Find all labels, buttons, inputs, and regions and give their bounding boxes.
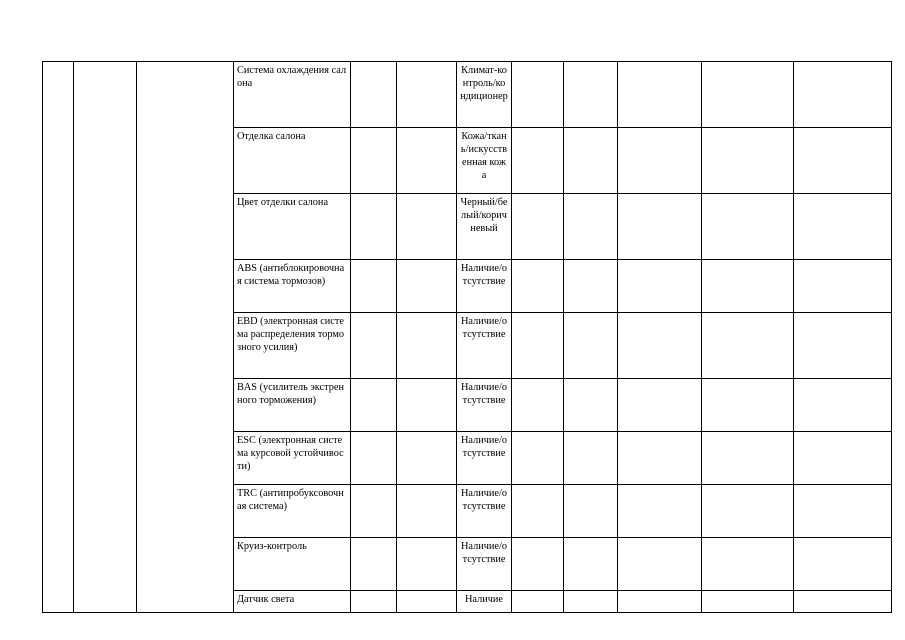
table-row [43,62,892,128]
empty-cell [618,194,702,260]
empty-cell [794,538,892,591]
specification-table-page [42,61,892,613]
empty-cell [794,485,892,538]
empty-cell [794,128,892,194]
empty-cell [794,62,892,128]
empty-cell [351,432,397,485]
option-cell: Наличие/отсутствие [457,379,512,432]
empty-cell [397,128,457,194]
empty-cell [564,485,618,538]
empty-cell [397,432,457,485]
empty-cell [702,432,794,485]
empty-cell [351,485,397,538]
empty-cell [702,379,794,432]
feature-cell: ESC (электронная система курсовой устойчивости) [234,432,351,485]
option-cell: Климат-контроль/кондиционер [457,62,512,128]
feature-cell: Отделка салона [234,128,351,194]
empty-cell [618,591,702,613]
empty-cell [702,591,794,613]
empty-cell [702,128,794,194]
empty-cell [564,62,618,128]
empty-cell [397,62,457,128]
empty-cell [618,62,702,128]
empty-cell [351,194,397,260]
empty-cell [512,62,564,128]
empty-cell [794,260,892,313]
merged-column-cell [74,62,137,613]
feature-cell: EBD (электронная система распределения тормозного усилия) [234,313,351,379]
empty-cell [564,313,618,379]
empty-cell [564,591,618,613]
empty-cell [397,591,457,613]
feature-cell: Система охлаждения салона [234,62,351,128]
empty-cell [702,485,794,538]
empty-cell [512,379,564,432]
empty-cell [702,538,794,591]
merged-column-cell [43,62,74,613]
option-cell: Наличие [457,591,512,613]
empty-cell [512,313,564,379]
merged-column-cell [137,62,234,613]
empty-cell [397,485,457,538]
empty-cell [618,128,702,194]
empty-cell [794,194,892,260]
option-cell: Наличие/отсутствие [457,260,512,313]
empty-cell [351,379,397,432]
empty-cell [702,194,794,260]
empty-cell [618,313,702,379]
empty-cell [397,379,457,432]
empty-cell [618,538,702,591]
empty-cell [618,432,702,485]
empty-cell [618,379,702,432]
empty-cell [351,260,397,313]
empty-cell [618,260,702,313]
feature-cell: Круиз-контроль [234,538,351,591]
option-cell: Черный/белый/коричневый [457,194,512,260]
option-cell: Наличие/отсутствие [457,485,512,538]
empty-cell [564,260,618,313]
empty-cell [512,485,564,538]
empty-cell [564,194,618,260]
feature-cell: Цвет отделки салона [234,194,351,260]
empty-cell [564,128,618,194]
empty-cell [794,432,892,485]
option-cell: Наличие/отсутствие [457,538,512,591]
empty-cell [794,313,892,379]
empty-cell [512,260,564,313]
empty-cell [702,62,794,128]
option-cell: Кожа/ткань/искусственная кожа [457,128,512,194]
feature-cell: ABS (антиблокировочная система тормозов) [234,260,351,313]
empty-cell [512,538,564,591]
empty-cell [512,432,564,485]
empty-cell [702,313,794,379]
empty-cell [351,128,397,194]
empty-cell [397,260,457,313]
feature-cell: TRC (антипробуксовочная система) [234,485,351,538]
empty-cell [512,591,564,613]
empty-cell [794,379,892,432]
empty-cell [397,538,457,591]
empty-cell [351,62,397,128]
empty-cell [618,485,702,538]
empty-cell [397,194,457,260]
empty-cell [564,538,618,591]
option-cell: Наличие/отсутствие [457,313,512,379]
empty-cell [564,432,618,485]
empty-cell [512,128,564,194]
feature-cell: Датчик света [234,591,351,613]
empty-cell [351,538,397,591]
feature-cell: BAS (усилитель экстренного торможения) [234,379,351,432]
empty-cell [351,313,397,379]
empty-cell [702,260,794,313]
empty-cell [564,379,618,432]
option-cell: Наличие/отсутствие [457,432,512,485]
empty-cell [794,591,892,613]
empty-cell [512,194,564,260]
specification-table [42,61,892,613]
empty-cell [397,313,457,379]
empty-cell [351,591,397,613]
